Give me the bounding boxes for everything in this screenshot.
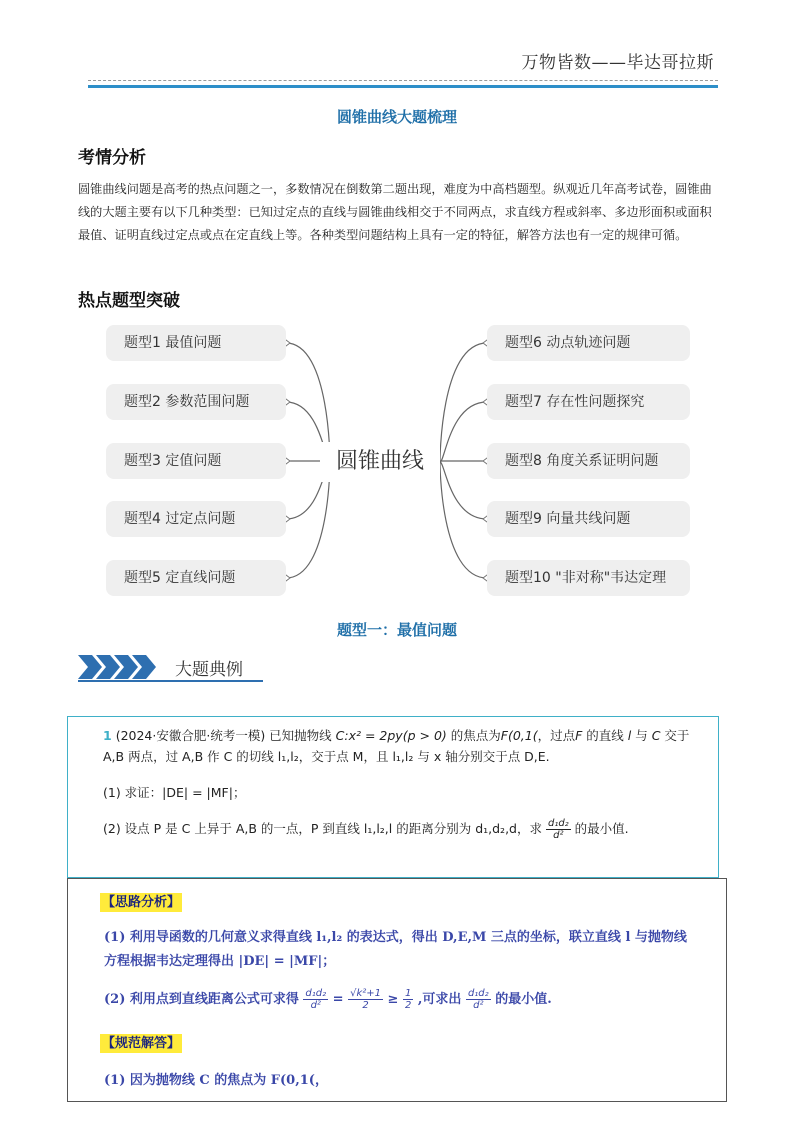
mindmap-node-left-3: 题型3 定值问题 — [106, 443, 286, 479]
fraction-denominator: d² — [473, 1000, 484, 1011]
analysis-step-1-line-2: 方程根据韦达定理得出 |DE| = |MF|； — [104, 954, 336, 969]
fraction-numerator: d₁d₂ — [547, 818, 569, 829]
question-part-2-text: (2) 设点 P 是 C 上异于 A,B 的一点，P 到直线 l₁,l₂,l 的距离分别为 d₁,d₂,d，求 — [103, 821, 542, 836]
mindmap-node-right-7: 题型7 存在性问题探究 — [487, 384, 690, 420]
fraction-numerator: d₁d₂ — [467, 988, 489, 999]
question-parabola: C:x² = 2py(p > 0) — [335, 728, 447, 743]
question-focus: F(0,1( — [500, 728, 538, 743]
mindmap-node-right-8: 题型8 角度关系证明问题 — [487, 443, 690, 479]
fraction-denominator: 2 — [404, 1000, 412, 1011]
mindmap-node-left-4: 题型4 过定点问题 — [106, 501, 286, 537]
analysis-tag — [100, 891, 182, 910]
solution-line-1: (1) 因为抛物线 C 的焦点为 F(0,1(， — [104, 1073, 328, 1088]
fraction-denominator: d² — [553, 830, 564, 841]
mindmap-node-right-10: 题型10 "非对称"韦达定理 — [487, 560, 690, 596]
fraction-numerator: d₁d₂ — [305, 988, 327, 999]
fraction-denominator: d² — [310, 1000, 321, 1011]
question-line-1 — [103, 726, 689, 744]
question-var: C — [651, 728, 661, 743]
mindmap-center: 圆锥曲线 — [320, 442, 440, 482]
question-text: 交于 — [660, 728, 690, 743]
mindmap-node-left-5: 题型5 定直线问题 — [106, 560, 286, 596]
analysis-step-2-text: (2) 利用点到直线距离公式可求得 — [104, 992, 299, 1007]
fraction-denominator: 2 — [362, 1000, 369, 1011]
question-text: ，过点 — [537, 728, 576, 743]
question-part-2-text: 的最小值. — [574, 821, 629, 836]
fraction-numerator: 1 — [404, 988, 412, 999]
question-part-2 — [103, 818, 629, 841]
header-blue-rule — [88, 85, 718, 88]
solution-tag — [100, 1032, 182, 1051]
mindmap-node-right-6: 题型6 动点轨迹问题 — [487, 325, 690, 361]
analysis-paragraph: 圆锥曲线问题是高考的热点问题之一，多数情况在倒数第二题出现，难度为中高档题型。纵观近几年高考试卷，圆锥曲线的大题主要有以下几种类型：已知过定点的直线与圆锥曲线相交于不同两点，求直线方程或斜率、多边形面积或面积最值、证明直线过定点或点在定直线上等。各种类型问题结构上具有一定的特征，解答方法也有一定的规律可循。 — [78, 182, 712, 242]
fraction-d1d2-over-d2 — [303, 988, 328, 1011]
equals-sign: = — [332, 992, 344, 1007]
analysis-heading: 考情分析 — [78, 148, 146, 168]
analysis-tag-label: 【思路分析】 — [102, 895, 181, 910]
question-number: 1 — [103, 728, 112, 743]
fraction-d1d2-over-d2 — [546, 818, 571, 841]
question-source: (2024·安徽合肥·统考一模) 已知抛物线 — [115, 728, 336, 743]
solution-tag-label: 【规范解答】 — [102, 1036, 181, 1051]
analysis-step-2-text: ,可求出 — [417, 992, 462, 1007]
question-var: F — [575, 728, 583, 743]
document-title: 圆锥曲线大题梳理 — [336, 108, 457, 126]
analysis-step-2 — [104, 988, 552, 1011]
mindmap-node-left-1: 题型1 最值问题 — [106, 325, 286, 361]
question-part-1: (1) 求证：|DE| = |MF|； — [103, 785, 246, 800]
fraction-d1d2-over-d2 — [466, 988, 491, 1011]
question-line-2: A,B 两点，过 A,B 作 C 的切线 l₁,l₂，交于点 M，且 l₁,l₂ 与 x 轴分别交于点 D,E. — [103, 749, 550, 764]
question-text: 的直线 — [582, 728, 628, 743]
mindmap-node-left-2: 题型2 参数范围问题 — [106, 384, 286, 420]
section-title: 题型一：最值问题 — [336, 621, 457, 639]
analysis-step-2-text: 的最小值. — [495, 992, 552, 1007]
header-dashed-divider — [88, 80, 718, 81]
mindmap-node-right-9: 题型9 向量共线问题 — [487, 501, 690, 537]
header-title: 万物皆数——毕达哥拉斯 — [521, 53, 714, 73]
fraction-one-half — [403, 988, 413, 1011]
ge-sign: ≥ — [387, 992, 399, 1007]
question-text: 的焦点为 — [446, 728, 501, 743]
fraction-numerator: √k²+1 — [350, 988, 382, 999]
hotspot-heading: 热点题型突破 — [78, 291, 180, 311]
question-text: 与 — [631, 728, 652, 743]
fraction-sqrt-k2-plus-1-over-2 — [348, 988, 383, 1011]
question-var: l — [627, 728, 632, 743]
banner-label: 大题典例 — [175, 660, 243, 680]
analysis-step-1-line-1: (1) 利用导函数的几何意义求得直线 l₁,l₂ 的表达式，得出 D,E,M 三点的坐标，联立直线 l 与抛物线 — [104, 930, 687, 945]
